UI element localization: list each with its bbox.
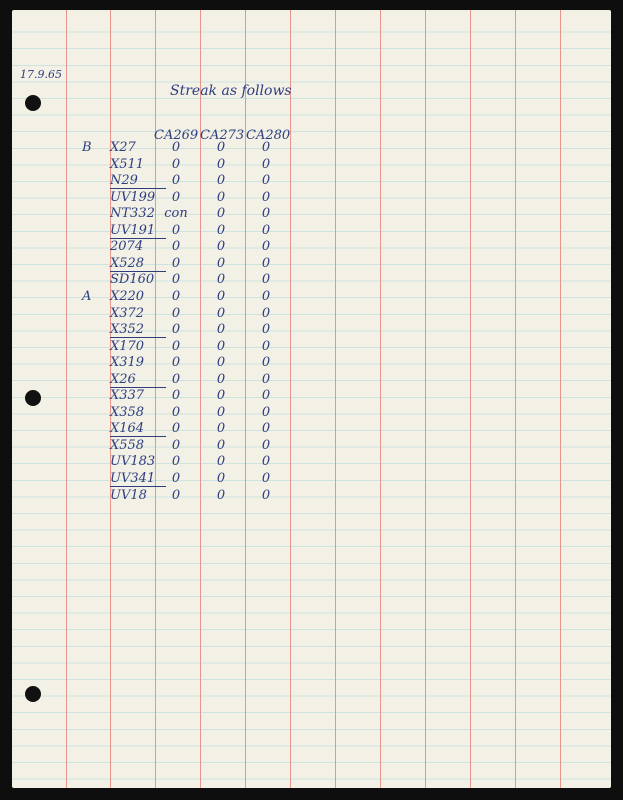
result-value: 0 xyxy=(261,222,271,238)
strain-code: UV183 xyxy=(110,454,156,470)
result-value: 0 xyxy=(216,322,226,338)
column-rule xyxy=(245,10,246,788)
result-value: 0 xyxy=(171,487,181,503)
result-value: 0 xyxy=(261,288,271,304)
strain-code: X170 xyxy=(110,338,145,354)
result-value: 0 xyxy=(216,371,226,387)
result-value: 0 xyxy=(171,322,181,338)
result-value: 0 xyxy=(171,272,181,288)
result-value: 0 xyxy=(216,272,226,288)
column-rule xyxy=(560,10,561,788)
result-value: 0 xyxy=(171,222,181,238)
strain-code: X319 xyxy=(110,355,145,371)
strain-code: X528 xyxy=(110,256,166,272)
column-rule xyxy=(515,10,516,788)
result-value: 0 xyxy=(171,355,181,371)
result-value: 0 xyxy=(216,471,226,486)
column-header: CA280 xyxy=(246,128,291,143)
strain-code: UV191 xyxy=(110,223,166,239)
result-value: 0 xyxy=(261,156,271,172)
result-value: 0 xyxy=(216,454,226,470)
notebook-page xyxy=(12,10,611,788)
strain-code: X27 xyxy=(110,140,136,155)
result-value: 0 xyxy=(171,173,181,189)
result-value: 0 xyxy=(261,272,271,288)
result-value: 0 xyxy=(216,288,226,304)
margin-rule xyxy=(66,10,67,788)
result-value: 0 xyxy=(171,371,181,387)
result-value: 0 xyxy=(261,437,271,453)
page-title: Streak as follows xyxy=(170,83,292,99)
result-value: 0 xyxy=(261,454,271,470)
group-label: A xyxy=(82,288,92,304)
strain-code: X26 xyxy=(110,372,166,388)
result-value: 0 xyxy=(171,338,181,354)
group-label: B xyxy=(82,140,92,155)
strain-code: X352 xyxy=(110,322,166,338)
result-value: 0 xyxy=(261,371,271,387)
result-value: 0 xyxy=(261,338,271,354)
punch-hole xyxy=(25,390,41,406)
result-value: 0 xyxy=(216,255,226,271)
strain-code: X511 xyxy=(110,156,145,172)
strain-code: 2074 xyxy=(110,239,144,255)
result-value: 0 xyxy=(261,255,271,271)
result-value: 0 xyxy=(216,206,226,222)
result-value: 0 xyxy=(171,140,181,155)
result-value: 0 xyxy=(216,404,226,420)
strain-code: UV341 xyxy=(110,471,166,487)
column-rule xyxy=(335,10,336,788)
column-header: CA269 xyxy=(154,128,199,143)
result-value: 0 xyxy=(261,189,271,205)
result-value: 0 xyxy=(171,239,181,255)
column-rule xyxy=(470,10,471,788)
result-value: 0 xyxy=(261,206,271,222)
result-value: 0 xyxy=(261,140,271,155)
result-value: 0 xyxy=(171,388,181,404)
result-value: 0 xyxy=(216,437,226,453)
result-value: con xyxy=(164,206,188,222)
result-value: 0 xyxy=(261,305,271,321)
punch-hole xyxy=(25,95,41,111)
strain-code: NT332 xyxy=(110,206,155,222)
punch-hole xyxy=(25,686,41,702)
result-value: 0 xyxy=(261,471,271,486)
strain-code: SD160 xyxy=(110,272,155,288)
result-value: 0 xyxy=(261,322,271,338)
result-value: 0 xyxy=(216,355,226,371)
result-value: 0 xyxy=(171,421,181,437)
result-value: 0 xyxy=(171,437,181,453)
strain-code: UV199 xyxy=(110,189,156,205)
column-rule xyxy=(425,10,426,788)
result-value: 0 xyxy=(216,140,226,155)
strain-code: X358 xyxy=(110,404,145,420)
strain-code: X164 xyxy=(110,421,166,437)
result-value: 0 xyxy=(171,404,181,420)
result-value: 0 xyxy=(171,454,181,470)
column-rule xyxy=(380,10,381,788)
result-value: 0 xyxy=(261,355,271,371)
result-value: 0 xyxy=(261,388,271,404)
result-value: 0 xyxy=(261,421,271,437)
strain-code: N29 xyxy=(110,173,166,189)
strain-code: UV18 xyxy=(110,487,147,503)
strain-code: X372 xyxy=(110,305,145,321)
result-value: 0 xyxy=(216,421,226,437)
result-value: 0 xyxy=(171,189,181,205)
strain-code: X337 xyxy=(110,388,145,404)
result-value: 0 xyxy=(171,305,181,321)
result-value: 0 xyxy=(216,156,226,172)
result-value: 0 xyxy=(171,471,181,486)
result-value: 0 xyxy=(171,156,181,172)
result-value: 0 xyxy=(216,189,226,205)
date-note: 17.9.65 xyxy=(20,68,62,81)
result-value: 0 xyxy=(261,173,271,189)
result-value: 0 xyxy=(216,338,226,354)
column-header: CA273 xyxy=(200,128,245,143)
result-value: 0 xyxy=(216,239,226,255)
strain-code: X220 xyxy=(110,288,145,304)
result-value: 0 xyxy=(216,388,226,404)
result-value: 0 xyxy=(171,288,181,304)
result-value: 0 xyxy=(171,255,181,271)
column-rule xyxy=(290,10,291,788)
result-value: 0 xyxy=(216,222,226,238)
strain-code: X558 xyxy=(110,437,145,453)
result-value: 0 xyxy=(216,487,226,503)
result-value: 0 xyxy=(261,404,271,420)
result-value: 0 xyxy=(261,239,271,255)
result-value: 0 xyxy=(261,487,271,503)
result-value: 0 xyxy=(216,305,226,321)
result-value: 0 xyxy=(216,173,226,189)
column-rule xyxy=(200,10,201,788)
